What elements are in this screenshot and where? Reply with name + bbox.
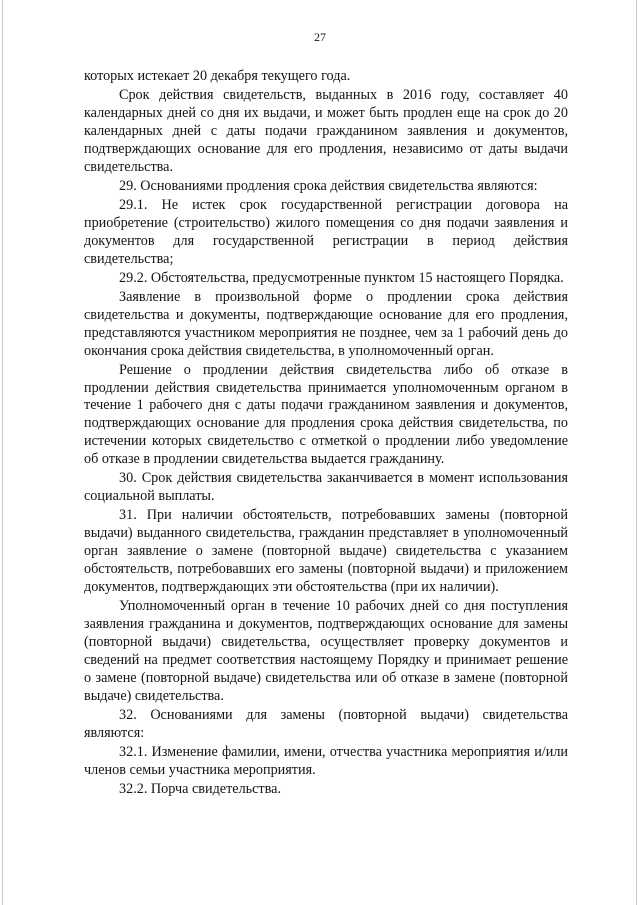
paragraph-extension-application: Заявление в произвольной форме о продлении срока действия свидетельства и документы, подтверждающие основание для его продления, представляются участником мероприятия не позднее, чем за 1 рабочий день до окончания срока действия свидетельства, в уполномоченный орган. [84, 288, 568, 359]
document-body [84, 68, 568, 800]
paragraph-continuation: которых истекает 20 декабря текущего года. [84, 68, 351, 84]
paragraph-29: 29. Основаниями продления срока действия свидетельства являются: [119, 177, 538, 194]
paragraph-30: 30. Срок действия свидетельства заканчивается в момент использования социальной выплаты. [84, 470, 568, 505]
paragraph-32-2: 32.2. Порча свидетельства. [119, 780, 281, 797]
page-number: 27 [314, 30, 326, 44]
right-page-edge [636, 0, 637, 905]
paragraph-replacement-decision: Уполномоченный орган в течение 10 рабочих дней со дня поступления заявления гражданина и документов, подтверждающих основание для замены (повторной выдачи) свидетельства, осуществляет проверку документов и сведений на предмет соответствия настоящему Порядку и принимает решение о замене (повторной выдаче) свидетельства или об отказе в замене (повторной выдаче) свидетельства. [84, 597, 568, 704]
paragraph-2016-validity: Срок действия свидетельств, выданных в 2016 году, составляет 40 календарных дней со дня их выдачи, и может быть продлен еще на срок до 20 календарных дней с даты подачи гражданином заявления и документов, подтверждающих основание для его продления, независимо от даты выдачи свидетельства. [84, 87, 568, 175]
paragraph-29-1: 29.1. Не истек срок государственной регистрации договора на приобретение (строительство) жилого помещения со дня подачи заявления и документов для государственной регистрации в период действия свидетельства; [84, 196, 568, 267]
paragraph-32: 32. Основаниями для замены (повторной выдачи) свидетельства являются: [84, 706, 568, 741]
paragraph-extension-decision: Решение о продлении действия свидетельства либо об отказе в продлении действия свидетельства принимается уполномоченным органом в течение 1 рабочего дня с даты подачи гражданином заявления и документов, подтверждающих основание для продления срока действия свидетельства, по истечении которых свидетельство с отметкой о продлении либо уведомление об отказе в продлении свидетельства выдается гражданину. [84, 361, 568, 468]
paragraph-29-2: 29.2. Обстоятельства, предусмотренные пунктом 15 настоящего Порядка. [119, 269, 564, 286]
paragraph-32-1: 32.1. Изменение фамилии, имени, отчества участника мероприятия и/или членов семьи участника мероприятия. [84, 743, 568, 778]
left-page-edge [2, 0, 3, 905]
paragraph-31: 31. При наличии обстоятельств, потребовавших замены (повторной выдачи) выданного свидетельства, гражданин представляет в уполномоченный орган заявление о замене (повторной выдаче) свидетельства с указанием обстоятельств, потребовавших его замены (повторной выдачи) и приложением документов, подтверждающих эти обстоятельства (при их наличии). [84, 507, 568, 595]
